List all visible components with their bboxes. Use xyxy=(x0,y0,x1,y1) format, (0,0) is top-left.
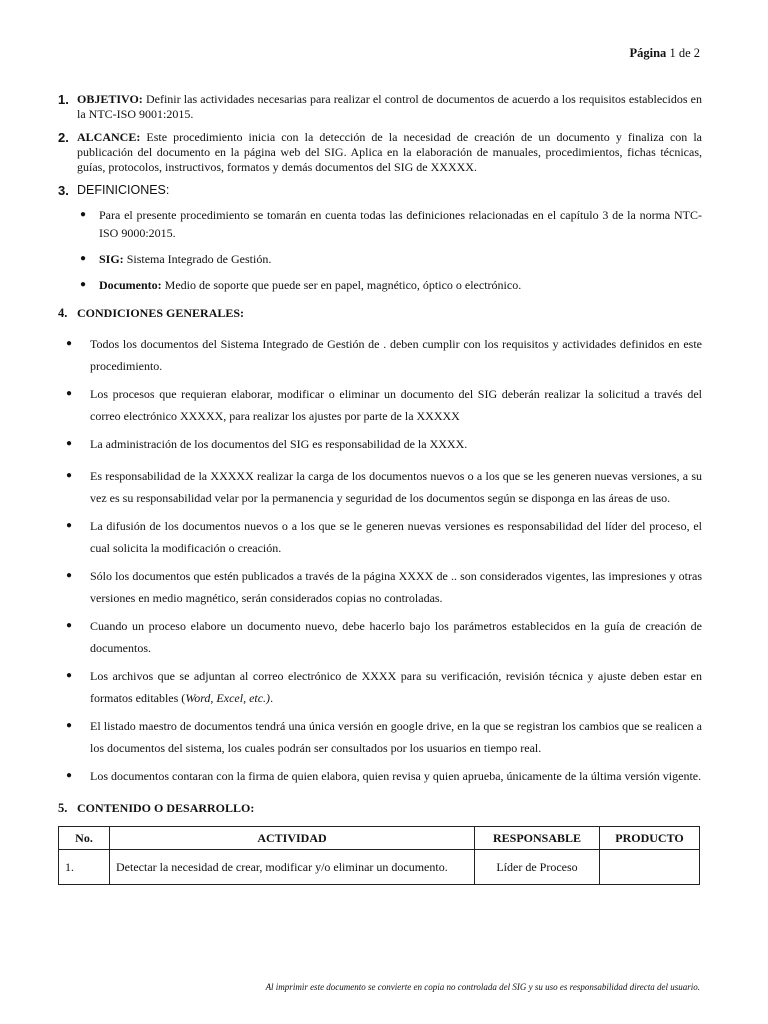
item-text: Es responsabilidad de la XXXXX realizar la carga de los documentos nuevos o a los que se les generen nuevas versiones, a su vez es su responsabilidad velar por la permanencia y seguridad de los documentos según se disponga en las áreas de uso. xyxy=(90,469,702,505)
item-text: La administración de los documentos del SIG es responsabilidad de la XXXX. xyxy=(90,437,468,451)
column-header-actividad: ACTIVIDAD xyxy=(110,827,475,850)
bullet-icon: ● xyxy=(80,253,87,264)
section-title: OBJETIVO: xyxy=(77,92,143,106)
list-item xyxy=(66,383,702,427)
conditions-list xyxy=(66,333,702,787)
list-item xyxy=(66,515,702,559)
section-number: 5. xyxy=(58,801,68,815)
column-header-producto: PRODUCTO xyxy=(600,827,700,850)
item-text: Sólo los documentos que estén publicados a través de la página XXXX de .. son considerados vigentes, las impresiones y otras versiones en medio magnético, serán considerados copias no controladas. xyxy=(90,569,702,605)
section-alcance xyxy=(58,130,702,175)
page-count: 1 de 2 xyxy=(666,46,700,60)
section-text: Definir las actividades necesarias para realizar el control de documentos de acuerdo a los requisitos establecidos en la NTC-ISO 9001:2015. xyxy=(77,92,702,121)
bullet-icon: ● xyxy=(80,209,87,220)
cell-actividad: Detectar la necesidad de crear, modificar y/o eliminar un documento. xyxy=(110,850,475,885)
item-text: Cuando un proceso elabore un documento nuevo, debe hacerlo bajo los parámetros establecidos en la guía de creación de documentos. xyxy=(90,619,702,655)
list-item xyxy=(80,206,702,242)
page-number xyxy=(630,46,701,61)
bullet-icon: ● xyxy=(66,620,73,631)
section-title: DEFINICIONES: xyxy=(77,183,170,197)
list-item xyxy=(80,250,702,268)
section-title: CONTENIDO O DESARROLLO: xyxy=(77,801,255,815)
column-header-no: No. xyxy=(59,827,110,850)
bullet-icon: ● xyxy=(66,770,73,781)
bullet-icon: ● xyxy=(66,438,73,449)
section-title: CONDICIONES GENERALES: xyxy=(77,306,245,320)
list-item xyxy=(66,333,702,377)
table-header-row xyxy=(59,827,700,850)
cell-responsable: Líder de Proceso xyxy=(475,850,600,885)
activities-table xyxy=(58,826,700,885)
bullet-icon: ● xyxy=(66,470,73,481)
section-title: ALCANCE: xyxy=(77,130,141,144)
definitions-list xyxy=(80,206,702,294)
page-label: Página xyxy=(629,46,667,60)
list-item xyxy=(66,615,702,659)
list-item xyxy=(66,465,702,509)
bullet-icon: ● xyxy=(66,670,73,681)
table-row xyxy=(59,850,700,885)
section-text: Este procedimiento inicia con la detección de la necesidad de creación de un documento y finaliza con la publicación del documento en la página web del SIG. Aplica en la elaboración de manuales, procedimientos, fichas técnicas, guías, protocolos, instructivos, formatos y demás documentos del SIG de XXXXX. xyxy=(77,130,702,174)
bullet-icon: ● xyxy=(66,720,73,731)
document-body xyxy=(58,92,702,885)
list-item xyxy=(66,765,702,787)
list-item xyxy=(66,433,702,455)
bullet-icon: ● xyxy=(66,388,73,399)
bullet-icon: ● xyxy=(66,520,73,531)
item-text: Para el presente procedimiento se tomarán en cuenta todas las definiciones relacionadas en el capítulo 3 de la norma NTC-ISO 9000:2015. xyxy=(99,208,702,240)
bullet-icon: ● xyxy=(66,338,73,349)
section-number: 2. xyxy=(58,130,69,145)
item-text: Los procesos que requieran elaborar, modificar o eliminar un documento del SIG deberán realizar la solicitud a través del correo electrónico XXXXX, para realizar los ajustes por parte de la XXXXX xyxy=(90,387,702,423)
section-definiciones xyxy=(58,183,702,198)
section-condiciones xyxy=(58,306,702,321)
list-item xyxy=(66,715,702,759)
column-header-responsable: RESPONSABLE xyxy=(475,827,600,850)
item-italic: Word, Excel, etc.) xyxy=(185,691,271,705)
item-label: SIG: xyxy=(99,252,124,266)
item-text: La difusión de los documentos nuevos o a los que se le generen nuevas versiones es responsabilidad del líder del proceso, el cual solicita la modificación o creación. xyxy=(90,519,702,555)
bullet-icon: ● xyxy=(66,570,73,581)
list-item xyxy=(80,276,702,294)
cell-no: 1. xyxy=(59,850,110,885)
item-text: Medio de soporte que puede ser en papel, magnético, óptico o electrónico. xyxy=(161,278,522,292)
cell-producto xyxy=(600,850,700,885)
section-number: 3. xyxy=(58,183,69,198)
item-text-end: . xyxy=(270,691,274,705)
item-label: Documento: xyxy=(99,278,162,292)
bullet-icon: ● xyxy=(80,279,87,290)
list-item xyxy=(66,565,702,609)
list-item xyxy=(66,665,702,709)
item-text: Los archivos que se adjuntan al correo electrónico de XXXX para su verificación, revisión técnica y ajuste deben estar en formatos editables ( xyxy=(90,669,702,705)
item-text: Todos los documentos del Sistema Integrado de Gestión de . deben cumplir con los requisitos y actividades definidos en este procedimiento. xyxy=(90,337,702,373)
item-text: Sistema Integrado de Gestión. xyxy=(123,252,272,266)
item-text: El listado maestro de documentos tendrá una única versión en google drive, en la que se registran los cambios que se realicen a los documentos del sistema, los cuales podrán ser consultados por los usuarios en tiempo real. xyxy=(90,719,702,755)
section-contenido xyxy=(58,801,702,816)
section-number: 1. xyxy=(58,92,69,107)
item-text: Los documentos contaran con la firma de quien elabora, quien revisa y quien aprueba, únicamente de la última versión vigente. xyxy=(90,769,702,783)
footer-disclaimer: Al imprimir este documento se convierte en copia no controlada del SIG y su uso es responsabilidad directa del usuario. xyxy=(265,982,700,992)
section-number: 4. xyxy=(58,306,68,320)
section-objetivo xyxy=(58,92,702,122)
